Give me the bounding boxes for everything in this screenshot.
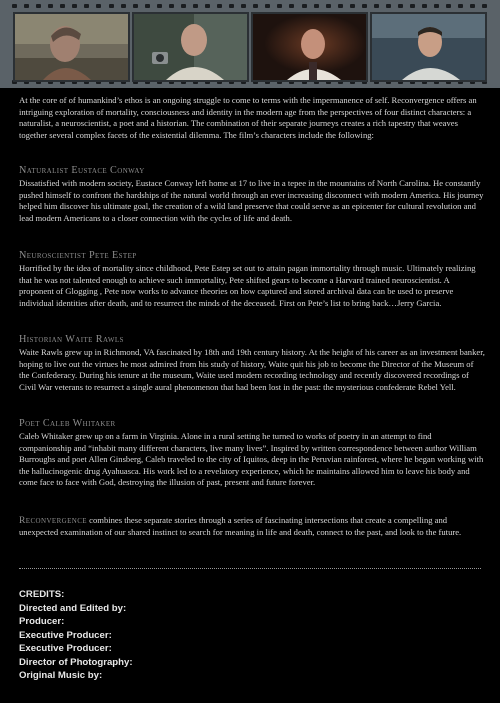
- intro-text: At the core of of humankind’s ethos is an ongoing struggle to come to terms with the impermanence of self. Reconvergence offers an intriguing exploration of mortality, consciousness and identity in the modern age from the perspectives of four distinct characters: a naturalist, a neuroscientist, a poet and a historian. The combination of their separate journeys creates a rich tapestry that weaves together several complex facets of the existential dilemma. The film’s characters include the following:: [19, 95, 477, 140]
- sprocket-hole: [181, 4, 186, 8]
- sprocket-hole: [109, 4, 114, 8]
- sprocket-hole: [482, 4, 487, 8]
- sprocket-hole: [410, 4, 415, 8]
- sprocket-hole: [326, 4, 331, 8]
- sprocket-hole: [241, 4, 246, 8]
- film-still-poet: [370, 12, 487, 82]
- sprocket-hole: [265, 4, 270, 8]
- sprocket-hole: [362, 4, 367, 8]
- credit-line-director-of-photography: Director of Photography:: [19, 656, 133, 668]
- section-text: Waite Rawls grew up in Richmond, VA fascinated by 18th and 19th century history. At the height of his career as an investment banker, hoping to live out the virtues he most admired from his study of history, Waite quit his job to become the Director of the Museum of the Confederacy. During his tenure at the museum, Waite used modern recording technology and recently discovered recordings of Civil War veterans to resurrect a single aural phenomenon that had been lost in the past: the mysterious confederate Rebel Yell.: [19, 347, 485, 392]
- sprocket-hole: [398, 4, 403, 8]
- sprocket-hole: [121, 4, 126, 8]
- sprocket-hole: [253, 4, 258, 8]
- sprocket-hole: [446, 4, 451, 8]
- sprocket-hole: [60, 4, 65, 8]
- dotted-divider: [19, 568, 481, 569]
- section-text: Caleb Whitaker grew up on a farm in Virginia. Alone in a rural setting he turned to works of poetry in an attempt to find companionship and “inhabit many different characters, live many lives”. Inspired by written correspondence between author William Burroughs and poet Allen Ginsberg, Caleb traveled to the city of Iquitos, deep in the Peruvian rainforest, where he began working with the hallucinogenic drug Ayahuasca. His work led to a revelatory experience, which he maintains allowed him to leave his body and come face to face with God, destroying the illusion of past, present and future forever.: [19, 431, 484, 488]
- section-body-naturalist: [19, 178, 485, 224]
- sprocket-hole: [422, 4, 427, 8]
- sprocket-hole: [374, 4, 379, 8]
- sprocket-hole: [314, 4, 319, 8]
- credit-line-original-music: Original Music by:: [19, 670, 103, 681]
- film-still-neuroscientist: [132, 12, 249, 82]
- section-heading-naturalist: Naturalist Eustace Conway: [19, 165, 145, 176]
- section-heading-neuroscientist: Neuroscientist Pete Estep: [19, 250, 137, 261]
- film-still-historian: [251, 12, 368, 82]
- section-body-poet: [19, 431, 485, 489]
- sprocket-hole: [277, 4, 282, 8]
- sprocket-hole: [84, 4, 89, 8]
- sprocket-hole: [458, 4, 463, 8]
- film-sprocket-holes-top: [12, 4, 488, 9]
- sprocket-hole: [96, 4, 101, 8]
- sprocket-hole: [133, 4, 138, 8]
- sprocket-hole: [289, 4, 294, 8]
- credit-line-executive-producer-1: Executive Producer:: [19, 629, 112, 641]
- closing-paragraph: [19, 515, 485, 538]
- section-heading-historian: Historian Waite Rawls: [19, 334, 124, 345]
- credit-line-producer: Producer:: [19, 616, 65, 627]
- sprocket-hole: [48, 4, 53, 8]
- sprocket-hole: [229, 4, 234, 8]
- intro-paragraph: [19, 95, 485, 141]
- sprocket-hole: [217, 4, 222, 8]
- credits-block: [19, 588, 133, 683]
- sprocket-hole: [72, 4, 77, 8]
- closing-text: [19, 515, 485, 538]
- section-heading-poet: Poet Caleb Whitaker: [19, 418, 116, 429]
- sprocket-hole: [302, 4, 307, 8]
- sprocket-hole: [193, 4, 198, 8]
- closing-body: combines these separate stories through a series of fascinating intersections that create a compelling and unexpected examination of our shared instinct to search for meaning in life and death, connect to the past, and look to the future.: [19, 515, 462, 537]
- sprocket-hole: [169, 4, 174, 8]
- section-text: Dissatisfied with modern society, Eustace Conway left home at 17 to live in a tepee in the mountains of North Carolina. He constantly pushed himself to confront the hardships of the natural world through an ever increasing disconnect with modern America. His journey helped him discover his ultimate goal, the creation of a wild land preserve that could serve as an epicenter for cultural revolution and lead modern Americans to a closer connection with the cycles of life and death.: [19, 178, 484, 223]
- sprocket-hole: [338, 4, 343, 8]
- section-body-historian: [19, 347, 485, 393]
- credit-line-executive-producer-2: Executive Producer:: [19, 643, 112, 654]
- section-body-neuroscientist: [19, 263, 485, 309]
- film-title-inline: Reconvergence: [19, 515, 87, 526]
- sprocket-hole: [145, 4, 150, 8]
- sprocket-hole: [36, 4, 41, 8]
- film-strip-header: [0, 0, 500, 88]
- sprocket-hole: [205, 4, 210, 8]
- credit-line-director: Directed and Edited by:: [19, 602, 127, 614]
- credits-title: CREDITS:: [19, 589, 65, 600]
- sprocket-hole: [434, 4, 439, 8]
- sprocket-hole: [24, 4, 29, 8]
- sprocket-hole: [350, 4, 355, 8]
- sprocket-hole: [12, 4, 17, 8]
- sprocket-hole: [386, 4, 391, 8]
- section-text: Horrified by the idea of mortality since childhood, Pete Estep set out to attain pagan immortality through music. Ultimately realizing that he was not talented enough to achieve such immortality, Pete shifted gears to become a Harvard trained neuroscientist. A proponent of Glogging , Pete now works to advance theories on how captured and stored archival data can be used to preserve individual identities after death, and to resurrect the minds of the deceased. First on Pete’s list to bring back…Jerry Garcia.: [19, 263, 476, 308]
- film-still-naturalist: [13, 12, 130, 82]
- sprocket-hole: [157, 4, 162, 8]
- sprocket-hole: [470, 4, 475, 8]
